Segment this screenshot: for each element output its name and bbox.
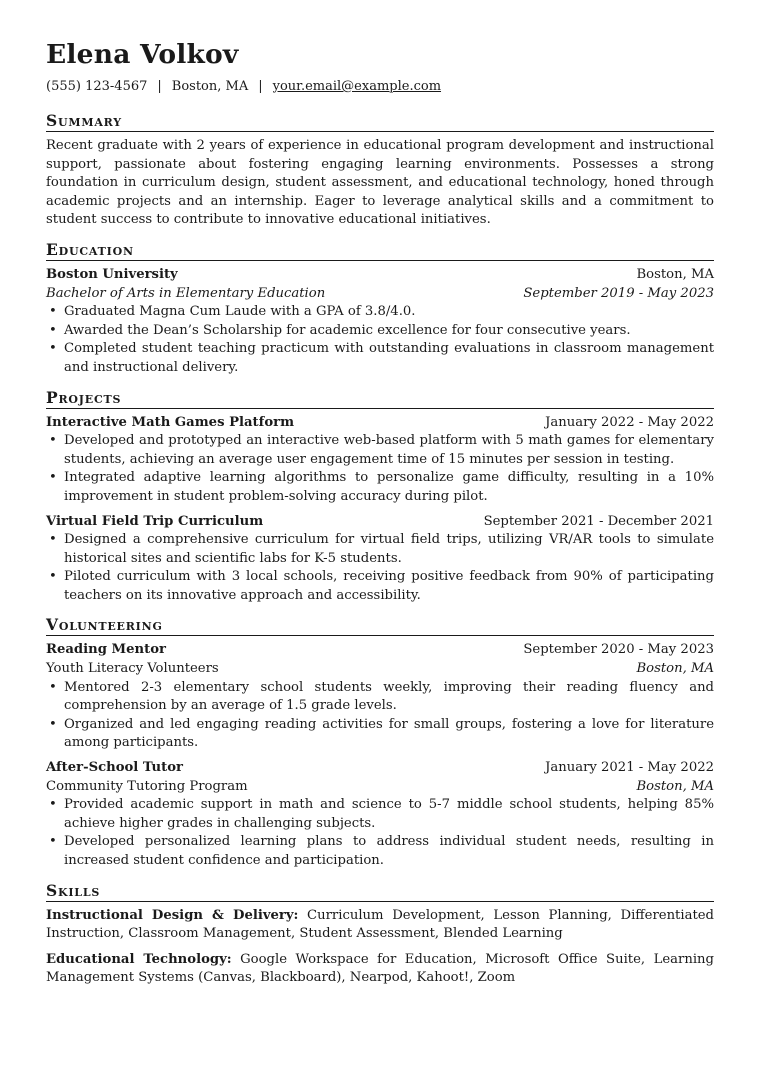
- volunteering-section: [46, 615, 714, 870]
- education-bullets: [46, 303, 714, 377]
- list-item: • Graduated Magna Cum Laude with a GPA of 3.8/4.0.: [46, 303, 714, 322]
- volunteer-role: Reading Mentor: [46, 642, 166, 658]
- project-name: Virtual Field Trip Curriculum: [46, 513, 264, 529]
- volunteer-org: Youth Literacy Volunteers: [46, 661, 219, 677]
- phone-number: (555) 123-4567: [46, 79, 148, 94]
- project-entry: [46, 513, 714, 606]
- project-dates: January 2022 - May 2022: [545, 414, 714, 430]
- volunteer-dates: September 2020 - May 2023: [523, 642, 714, 658]
- contact-line: [46, 78, 714, 96]
- project-header-row: [46, 513, 714, 532]
- school-location: Boston, MA: [636, 266, 714, 282]
- school-name: Boston University: [46, 266, 178, 282]
- volunteer-dates: January 2021 - May 2022: [545, 760, 714, 776]
- skill-value: Curriculum Development, Lesson Planning, Differentiated Instruction, Classroom Management, Student Assessment, Blended Learning: [46, 907, 714, 942]
- skill-label: Instructional Design & Delivery:: [46, 907, 299, 923]
- education-section: [46, 240, 714, 378]
- list-item: • Designed a comprehensive curriculum for virtual field trips, utilizing VR/AR tools to simulate historical sites and scientific labs for K-5 students.: [46, 531, 714, 568]
- projects-section: [46, 388, 714, 606]
- summary-section: [46, 111, 714, 230]
- skill-line: [46, 907, 714, 944]
- project-entry: [46, 414, 714, 507]
- section-title-education: Education: [46, 240, 714, 261]
- degree: Bachelor of Arts in Elementary Education: [46, 285, 326, 301]
- project-dates: September 2021 - December 2021: [483, 513, 714, 529]
- volunteer-entry: [46, 759, 714, 871]
- candidate-name: Elena Volkov: [46, 39, 239, 70]
- contact-separator: |: [258, 79, 263, 94]
- list-item: • Organized and led engaging reading activities for small groups, fostering a love for literature among participants.: [46, 716, 714, 753]
- list-item: • Developed personalized learning plans to address individual student needs, resulting in increased student confidence and participation.: [46, 833, 714, 870]
- volunteer-location: Boston, MA: [636, 778, 714, 794]
- section-title-projects: Projects: [46, 388, 714, 409]
- section-title-summary: Summary: [46, 111, 714, 132]
- volunteer-bullets: [46, 796, 714, 870]
- education-dates: September 2019 - May 2023: [523, 285, 714, 301]
- list-item: • Developed and prototyped an interactive web-based platform with 5 math games for elementary students, achieving an average user engagement time of 15 minutes per session in testing.: [46, 432, 714, 469]
- education-header-row: [46, 266, 714, 285]
- volunteer-org-row: [46, 778, 714, 797]
- skill-value: Google Workspace for Education, Microsoft Office Suite, Learning Management Systems (Canvas, Blackboard), Nearpod, Kahoot!, Zoom: [46, 951, 714, 986]
- list-item: • Completed student teaching practicum with outstanding evaluations in classroom management and instructional delivery.: [46, 340, 714, 377]
- volunteer-org-row: [46, 660, 714, 679]
- skill-line: [46, 951, 714, 988]
- skills-section: [46, 881, 714, 988]
- list-item: • Awarded the Dean’s Scholarship for academic excellence for four consecutive years.: [46, 322, 714, 341]
- list-item: • Integrated adaptive learning algorithms to personalize game difficulty, resulting in a 10% improvement in student problem-solving accuracy during pilot.: [46, 469, 714, 506]
- list-item: • Piloted curriculum with 3 local schools, receiving positive feedback from 90% of participating teachers on its innovative approach and accessibility.: [46, 568, 714, 605]
- volunteer-header-row: [46, 641, 714, 660]
- skill-label: Educational Technology:: [46, 951, 232, 967]
- list-item: • Provided academic support in math and science to 5-7 middle school students, helping 85% achieve higher grades in challenging subjects.: [46, 796, 714, 833]
- summary-text: Recent graduate with 2 years of experience in educational program development and instructional support, passionate about fostering engaging learning environments. Possesses a strong foundation in curriculum design, student assessment, and educational technology, honed through academic projects and an internship. Eager to leverage analytical skills and a commitment to student success to contribute to innovative educational initiatives.: [46, 138, 714, 228]
- section-title-skills: Skills: [46, 881, 714, 902]
- location: Boston, MA: [171, 79, 249, 94]
- email-link[interactable]: your.email@example.com: [272, 79, 442, 94]
- project-bullets: [46, 432, 714, 506]
- contact-separator: |: [157, 79, 162, 94]
- project-header-row: [46, 414, 714, 433]
- project-name: Interactive Math Games Platform: [46, 414, 295, 430]
- volunteer-entry: [46, 641, 714, 753]
- list-item: • Mentored 2-3 elementary school students weekly, improving their reading fluency and comprehension by an average of 1.5 grade levels.: [46, 679, 714, 716]
- volunteer-header-row: [46, 759, 714, 778]
- volunteer-role: After-School Tutor: [46, 760, 183, 776]
- project-bullets: [46, 531, 714, 605]
- volunteer-location: Boston, MA: [636, 661, 714, 677]
- volunteer-bullets: [46, 679, 714, 753]
- education-degree-row: [46, 285, 714, 304]
- volunteer-org: Community Tutoring Program: [46, 778, 248, 794]
- section-title-volunteering: Volunteering: [46, 615, 714, 636]
